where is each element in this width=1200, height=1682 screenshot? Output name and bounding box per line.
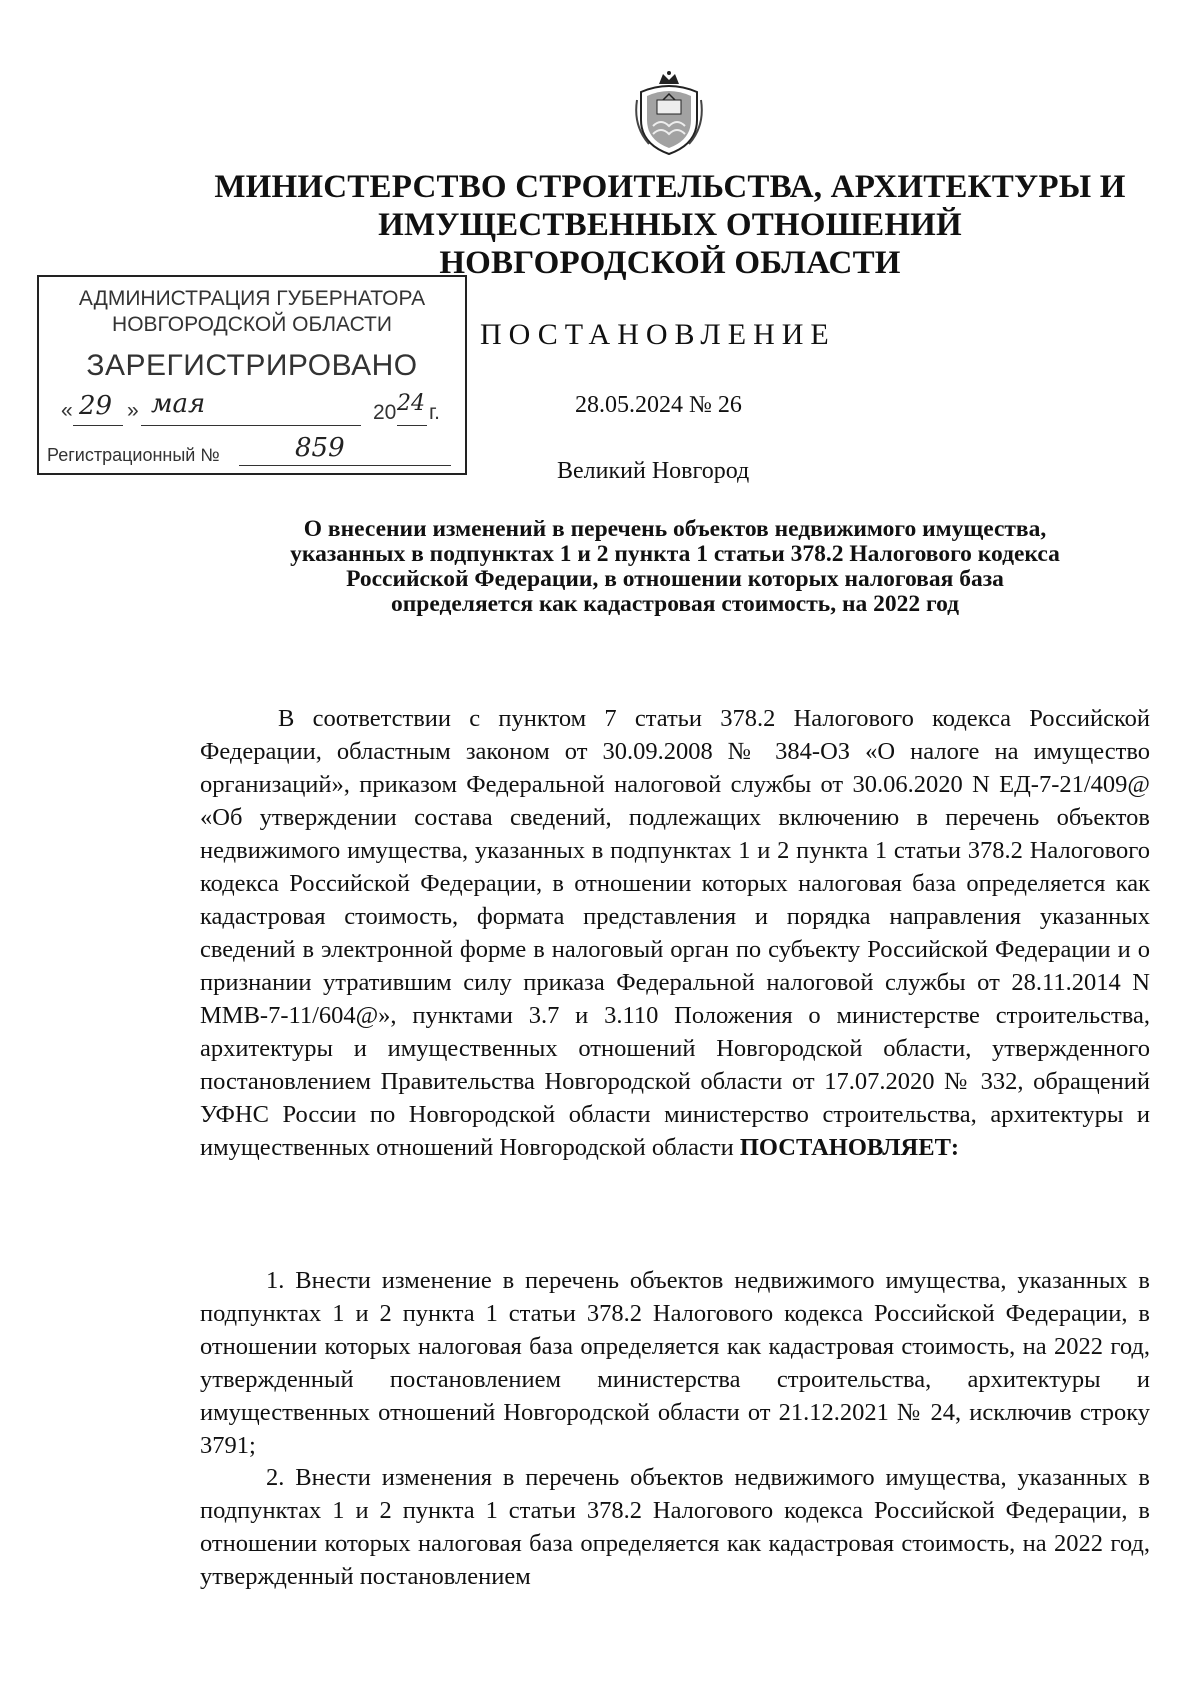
clause-2-paragraph: 2. Внести изменения в перечень объектов недвижимого имущества, указанных в подпунктах 1 и 2 пункта 1 статьи 378.2 Налогового кодекса Российской Федерации, в отношении которых налоговая база определяется как кадастровая стоимость, на 2022 год, утвержденный постановлением [200,1464,1150,1590]
stamp-month-handwritten: мая [151,389,206,419]
subject-line-1: О внесении изменений в перечень объектов недвижимого имущества, [303,516,1047,542]
coat-of-arms-emblem [633,70,705,156]
subject-line-2: указанных в подпунктах 1 и 2 пункта 1 статьи 378.2 Налогового кодекса [290,541,1060,567]
document-city: Великий Новгород [557,458,750,484]
stamp-year-letter: г. [429,401,440,424]
subject-line-3: Российской Федерации, в отношении которых налоговая база [346,566,1004,592]
stamp-day-handwritten: 29 [79,391,113,421]
stamp-registered: ЗАРЕГИСТРИРОВАНО [86,349,418,382]
preamble-paragraph [200,702,1150,1164]
stamp-admin-line-2: НОВГОРОДСКОЙ ОБЛАСТИ [112,313,392,336]
stamp-admin-line-1: АДМИНИСТРАЦИЯ ГУБЕРНАТОРА [78,287,426,310]
stamp-year-handwritten: 24 [397,391,425,416]
stamp-quote-close: » [127,399,139,422]
resolves-keyword: ПОСТАНОВЛЯЕТ: [739,1134,960,1161]
stamp-reg-number-row [47,433,457,471]
clause-1-paragraph: 1. Внести изменение в перечень объектов недвижимого имущества, указанных в подпунктах 1 и 2 пункта 1 статьи 378.2 Налогового кодекса Российской Федерации, в отношении которых налоговая база определяется как кадастровая стоимость, на 2022 год, утвержденный постановлением министерства строительства, архитектуры и имущественных отношений Новгородской области от 21.12.2021 № 24, исключив строку 3791; [200,1267,1150,1459]
stamp-year-prefix: 20 [373,401,397,424]
document-subject [200,517,1150,617]
ministry-line-2: ИМУЩЕСТВЕННЫХ ОТНОШЕНИЙ [378,207,962,243]
ministry-line-3: НОВГОРОДСКОЙ ОБЛАСТИ [439,245,901,281]
stamp-reg-label: Регистрационный № [47,445,220,465]
ministry-line-1: МИНИСТЕРСТВО СТРОИТЕЛЬСТВА, АРХИТЕКТУРЫ И [214,169,1126,205]
subject-line-4: определяется как кадастровая стоимость, на 2022 год [390,591,960,617]
stamp-date-row [61,389,461,429]
preamble-text: В соответствии с пунктом 7 статьи 378.2 Налогового кодекса Российской Федерации, областным законом от 30.09.2008 № 384-ОЗ «О налоге на имущество организаций», приказом Федеральной налоговой службы от 30.06.2020 N ЕД-7-21/409@ «Об утверждении состава сведений, подлежащих включению в перечень объектов недвижимого имущества, указанных в подпунктах 1 и 2 пункта 1 статьи 378.2 Налогового кодекса Российской Федерации, в отношении которых налоговая база определяется как кадастровая стоимость, формата представления и порядка направления указанных сведений в электронной форме в налоговый орган по субъекту Российской Федерации и о признании утратившим силу приказа Федеральной налоговой службы от 28.11.2014 N ММВ-7-11/604@», пунктами 3.7 и 3.110 Положения о министерстве строительства, архитектуры и имущественных отношений Новгородской области, утвержденного постановлением Правительства Новгородской области от 17.07.2020 № 332, обращений УФНС России по Новгородской области министерство строительства, архитектуры и имущественных отношений Новгородской области [200,705,1150,1161]
document-type-title: ПОСТАНОВЛЕНИЕ [480,318,836,351]
stamp-reg-number-handwritten: 859 [295,433,345,463]
stamp-quote-open: « [61,399,73,422]
ministry-heading [180,168,1160,282]
document-date-number: 28.05.2024 № 26 [575,392,742,418]
registration-stamp [37,275,467,475]
